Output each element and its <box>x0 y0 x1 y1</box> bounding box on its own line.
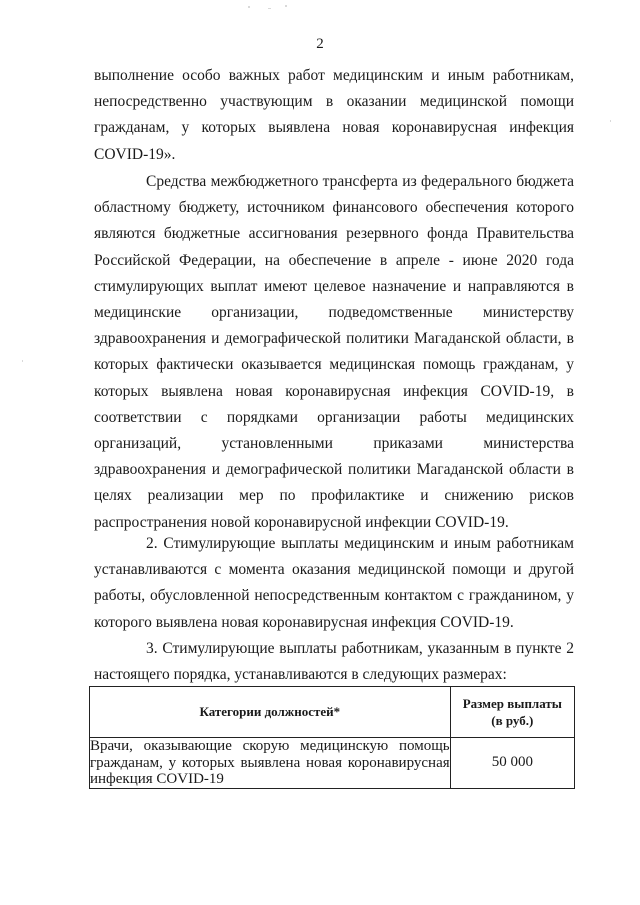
header-amount-line1: Размер выплаты <box>462 696 562 711</box>
paragraph-continuation: выполнение особо важных работ медицинским и иным работникам, непосредственно участвующим в оказании медицинской помощи гражданам, у которых выявлена новая коронавирусная инфекция COVID-19». <box>94 67 574 163</box>
scan-speck <box>285 5 287 7</box>
scan-speck <box>268 8 271 9</box>
scan-speck <box>22 360 23 362</box>
table-header-row <box>90 687 575 738</box>
scan-speck <box>248 6 250 8</box>
paragraph-item-3: 3. Стимулирующие выплаты работникам, указанным в пункте 2 настоящего порядка, устанавливаются в следующих размерах: <box>94 640 574 684</box>
paragraph-budget-funds: Средства межбюджетного трансферта из федерального бюджета областному бюджету, источником финансового обеспечения которого являются бюджетные ассигнования резервного фонда Правительства Российской Федерации, на обеспечение в апреле - июне 2020 года стимулирующих выплат имеют целевое назначение и направляются в медицинские организации, подведомственные министерству здравоохранения и демографической политики Магаданской области, в которых фактически оказывается медицинская помощь гражданам, у которых выявлена новая коронавирусная инфекция COVID-19, в соответствии с порядками организации работы медицинских организаций, установленными приказами министерства здравоохранения и демографической политики Магаданской области в целях реализации мер по профилактике и снижению рисков распространения новой коронавирусной инфекции COVID-19. <box>94 173 574 531</box>
row-category: Врачи, оказывающие скорую медицинскую помощь гражданам, у которых выявлена новая коронавирусная инфекция COVID-19 <box>90 738 450 787</box>
paragraph-item-2: 2. Стимулирующие выплаты медицинским и иным работникам устанавливаются с момента оказания медицинской помощи и другой работы, обусловленной непосредственным контактом с гражданином, у которого выявлена новая коронавирусная инфекция COVID-19. <box>94 535 574 631</box>
header-category: Категории должностей* <box>90 687 451 738</box>
scan-speck <box>610 120 611 122</box>
page-number: 2 <box>316 36 324 52</box>
row-amount: 50 000 <box>450 738 574 789</box>
table-row <box>90 738 575 789</box>
payments-table <box>89 686 575 789</box>
header-amount-line2: (в руб.) <box>491 713 534 728</box>
header-amount <box>450 687 574 738</box>
